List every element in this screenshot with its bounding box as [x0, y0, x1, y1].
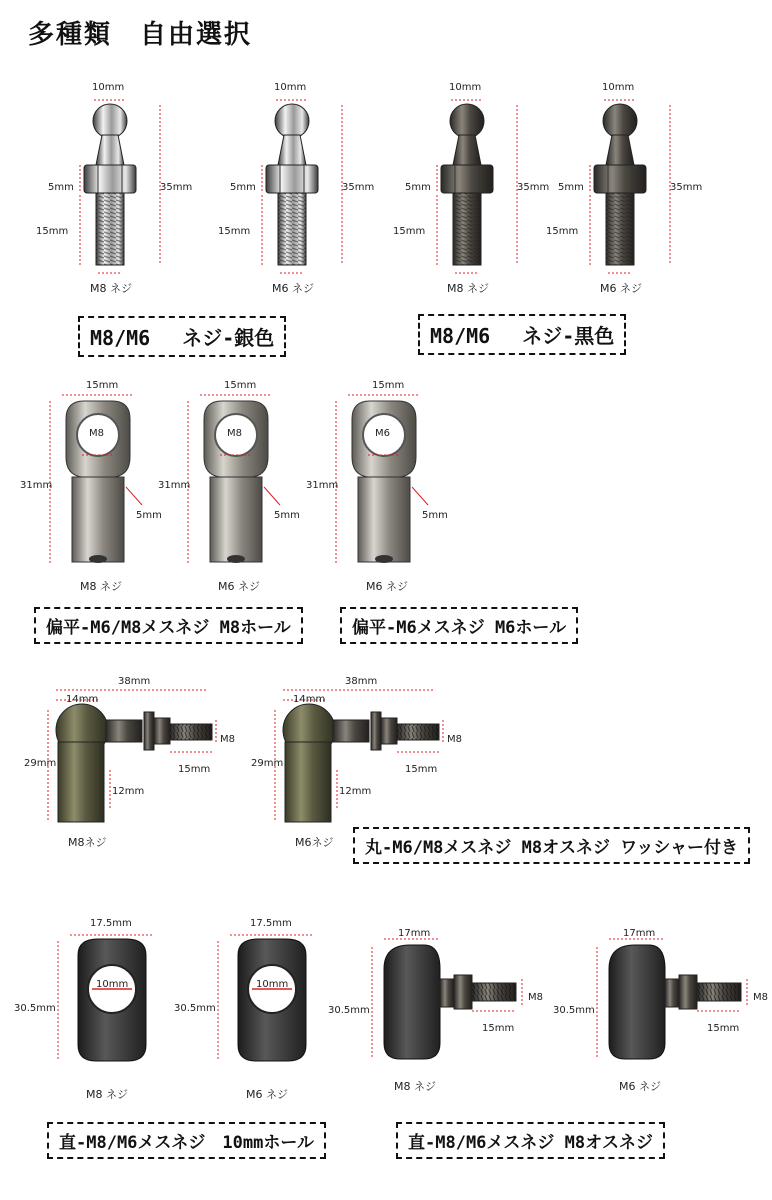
- dimension-top: 15mm: [224, 380, 257, 391]
- female-thread-hole: [227, 555, 245, 563]
- dimension-nut: 5mm: [230, 182, 256, 193]
- ball-stud-2: [262, 95, 352, 280]
- dimension-length: 29mm: [251, 758, 284, 769]
- thread-caption: M6ネジ: [295, 836, 334, 849]
- thread-caption: M8 ネジ: [394, 1080, 436, 1093]
- thread-caption: M8 ネジ: [447, 282, 489, 295]
- flat-eyelet-2: [200, 395, 290, 575]
- dimension-length: 30.5mm: [328, 1005, 370, 1016]
- thread-lines: [453, 193, 481, 265]
- dimension-top: 17.5mm: [90, 918, 132, 929]
- thread-caption: M6 ネジ: [246, 1088, 288, 1101]
- ball-head: [93, 104, 127, 138]
- thread-caption: M8 ネジ: [86, 1088, 128, 1101]
- dimension-length: 35mm: [517, 182, 550, 193]
- neck: [440, 979, 454, 1007]
- flat-eyelet-3: [348, 395, 438, 575]
- thread-caption: M8 ネジ: [90, 282, 132, 295]
- hex-nut: [454, 975, 472, 1009]
- option-label-silver[interactable]: M8/M6 ネジ-銀色: [78, 316, 286, 357]
- option-label-flat-m8[interactable]: 偏平-M6/M8メスネジ M8ホール: [34, 607, 303, 644]
- dimension-top: 10mm: [92, 82, 125, 93]
- dimension-stem: 12mm: [112, 786, 145, 797]
- hole-size: M8: [89, 428, 104, 439]
- dimension-top: 10mm: [449, 82, 482, 93]
- dimension-top: 17.5mm: [250, 918, 292, 929]
- dimension-top: 17mm: [623, 928, 656, 939]
- straight-socket-4: [605, 935, 772, 1070]
- option-label-flat-m6[interactable]: 偏平-M6メスネジ M6ホール: [340, 607, 578, 644]
- dimension-nut: 5mm: [48, 182, 74, 193]
- dimension-head: 14mm: [293, 694, 326, 705]
- ball-stud-3: [437, 95, 527, 280]
- dimension-stud: 15mm: [707, 1023, 740, 1034]
- thread-caption: M6 ネジ: [366, 580, 408, 593]
- dimension-length: 35mm: [160, 182, 193, 193]
- option-label-round[interactable]: 丸-M6/M8メスネジ M8オスネジ ワッシャー付き: [353, 827, 750, 864]
- hex-nut: [154, 718, 170, 744]
- ball-head: [450, 104, 484, 138]
- page-title: 多種類 自由選択: [28, 20, 253, 50]
- socket-body: [285, 742, 331, 822]
- thread-lines: [278, 193, 306, 265]
- thread-depth: 5mm: [422, 510, 448, 521]
- dimension-top: 17mm: [398, 928, 431, 939]
- eyelet-body: [358, 477, 410, 562]
- option-label-straight-stud[interactable]: 直-M8/M6メスネジ M8オスネジ: [396, 1122, 665, 1159]
- hex-nut: [679, 975, 697, 1009]
- dimension-length: 31mm: [20, 480, 53, 491]
- flat-eyelet-1: [62, 395, 152, 575]
- hole-size: 10mm: [256, 979, 289, 990]
- ball-stud-1: [80, 95, 170, 280]
- dimension-nut: 5mm: [558, 182, 584, 193]
- ball-head: [275, 104, 309, 138]
- dimension-stem: 12mm: [339, 786, 372, 797]
- hex-nut: [441, 165, 493, 193]
- thread-caption: M6 ネジ: [272, 282, 314, 295]
- dimension-length: 31mm: [158, 480, 191, 491]
- eyelet-body: [72, 477, 124, 562]
- hex-nut: [594, 165, 646, 193]
- dimension-total: 38mm: [118, 676, 151, 687]
- dimension-length: 35mm: [342, 182, 375, 193]
- dimension-top: 15mm: [372, 380, 405, 391]
- hex-nut: [266, 165, 318, 193]
- thread-pointer: [126, 487, 142, 505]
- thread-caption: M8ネジ: [68, 836, 107, 849]
- ball-stud-4: [590, 95, 680, 280]
- angle-socket-2: [275, 690, 455, 830]
- dimension-nut: 5mm: [405, 182, 431, 193]
- thread-caption: M6 ネジ: [600, 282, 642, 295]
- neck: [453, 135, 481, 165]
- straight-socket-3: [380, 935, 550, 1070]
- stud-thread: [397, 724, 439, 740]
- dimension-length: 29mm: [24, 758, 57, 769]
- socket-body: [58, 742, 104, 822]
- dimension-total: 38mm: [345, 676, 378, 687]
- thread-lines: [606, 193, 634, 265]
- female-thread-hole: [89, 555, 107, 563]
- dimension-length: 30.5mm: [14, 1003, 56, 1014]
- hole-size: M6: [375, 428, 390, 439]
- dimension-length: 30.5mm: [553, 1005, 595, 1016]
- stud-thread-size: M8: [528, 992, 543, 1003]
- straight-socket-2: [230, 935, 330, 1070]
- dimension-thread: 15mm: [546, 226, 579, 237]
- stud-thread-size: M8: [753, 992, 768, 1003]
- angle-socket-1: [48, 690, 228, 830]
- dimension-length: 31mm: [306, 480, 339, 491]
- thread-depth: 5mm: [136, 510, 162, 521]
- straight-socket-1: [70, 935, 170, 1070]
- dimension-top: 10mm: [274, 82, 307, 93]
- washer: [371, 712, 381, 750]
- thread-caption: M6 ネジ: [218, 580, 260, 593]
- option-label-black[interactable]: M8/M6 ネジ-黒色: [418, 314, 626, 355]
- neck: [333, 720, 369, 742]
- socket-body: [609, 945, 665, 1059]
- dimension-top: 15mm: [86, 380, 119, 391]
- stud-thread-size: M8: [220, 734, 235, 745]
- thread-pointer: [264, 487, 280, 505]
- stud-thread: [697, 983, 741, 1001]
- hex-nut: [381, 718, 397, 744]
- neck: [96, 135, 124, 165]
- stud-thread: [170, 724, 212, 740]
- dimension-length: 30.5mm: [174, 1003, 216, 1014]
- neck: [278, 135, 306, 165]
- dimension-thread: 15mm: [36, 226, 69, 237]
- thread-caption: M6 ネジ: [619, 1080, 661, 1093]
- female-thread-hole: [375, 555, 393, 563]
- neck: [106, 720, 142, 742]
- dimension-top: 10mm: [602, 82, 635, 93]
- option-label-straight-hole[interactable]: 直-M8/M6メスネジ 10mmホール: [47, 1122, 326, 1159]
- neck: [665, 979, 679, 1007]
- dimension-stud: 15mm: [482, 1023, 515, 1034]
- dimension-thread: 15mm: [218, 226, 251, 237]
- dimension-length: 35mm: [670, 182, 703, 193]
- ball-head: [603, 104, 637, 138]
- hole-size: 10mm: [96, 979, 129, 990]
- stud-thread: [472, 983, 516, 1001]
- dimension-stud: 15mm: [405, 764, 438, 775]
- hex-nut: [84, 165, 136, 193]
- thread-caption: M8 ネジ: [80, 580, 122, 593]
- socket-body: [384, 945, 440, 1059]
- thread-pointer: [412, 487, 428, 505]
- washer: [144, 712, 154, 750]
- stud-thread-size: M8: [447, 734, 462, 745]
- thread-lines: [96, 193, 124, 265]
- dimension-thread: 15mm: [393, 226, 426, 237]
- neck: [606, 135, 634, 165]
- dimension-stud: 15mm: [178, 764, 211, 775]
- thread-depth: 5mm: [274, 510, 300, 521]
- eyelet-body: [210, 477, 262, 562]
- dimension-head: 14mm: [66, 694, 99, 705]
- hole-size: M8: [227, 428, 242, 439]
